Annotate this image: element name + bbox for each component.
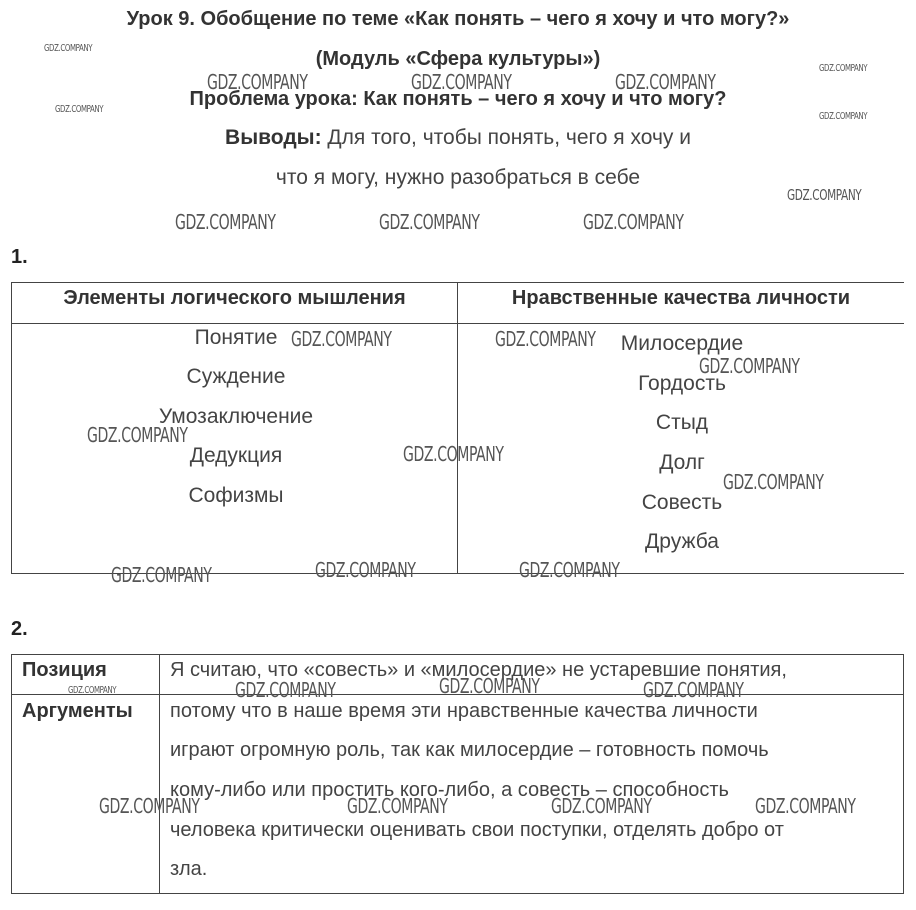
watermark: GDZ.COMPANY (315, 558, 416, 582)
task-2-number: 2. (11, 618, 28, 640)
table-column-divider (457, 283, 458, 573)
logic-item: Умозаключение (158, 405, 314, 428)
watermark: GDZ.COMPANY (699, 354, 800, 378)
conclusions-line-2: что я могу, нужно разобраться в себе (275, 166, 641, 189)
watermark: GDZ.COMPANY (819, 111, 868, 122)
watermark: GDZ.COMPANY (787, 186, 862, 204)
watermark: GDZ.COMPANY (755, 794, 856, 818)
watermark: GDZ.COMPANY (615, 70, 716, 94)
arguments-line: кому-либо или простить кого-либо, а совесть – способность (170, 779, 729, 801)
conclusions-line-1 (0, 126, 916, 150)
position-text: Я считаю, что «совесть» и «милосердие» не устаревшие понятия, (170, 659, 787, 681)
conclusions-label: Выводы: (225, 126, 322, 149)
moral-item: Долг (659, 451, 705, 474)
position-label: Позиция (22, 659, 107, 681)
arguments-line: играют огромную роль, так как милосердие – готовность помочь (170, 739, 769, 761)
watermark: GDZ.COMPANY (111, 563, 212, 587)
watermark: GDZ.COMPANY (551, 794, 652, 818)
conclusions-text-1: Для того, чтобы понять, чего я хочу и (327, 126, 691, 149)
watermark: GDZ.COMPANY (495, 327, 596, 351)
watermark: GDZ.COMPANY (411, 70, 512, 94)
column-header-moral: Нравственные качества личности (511, 287, 851, 309)
watermark: GDZ.COMPANY (819, 63, 868, 74)
moral-item: Гордость (638, 372, 726, 395)
arguments-line: потому что в наше время эти нравственные качества личности (170, 700, 758, 722)
watermark: GDZ.COMPANY (643, 678, 744, 702)
watermark: GDZ.COMPANY (55, 104, 104, 115)
logic-item: Дедукция (189, 444, 283, 467)
watermark: GDZ.COMPANY (379, 210, 480, 234)
watermark: GDZ.COMPANY (235, 678, 336, 702)
watermark: GDZ.COMPANY (583, 210, 684, 234)
moral-item: Дружба (645, 530, 719, 553)
lesson-title: Урок 9. Обобщение по теме «Как понять – чего я хочу и что могу?» (126, 8, 790, 30)
watermark: GDZ.COMPANY (403, 442, 504, 466)
watermark: GDZ.COMPANY (87, 423, 188, 447)
watermark: GDZ.COMPANY (291, 327, 392, 351)
watermark: GDZ.COMPANY (207, 70, 308, 94)
moral-item: Милосердие (620, 332, 744, 355)
table-header-divider (12, 323, 904, 324)
moral-item: Совесть (641, 491, 723, 514)
watermark: GDZ.COMPANY (44, 43, 93, 54)
watermark: GDZ.COMPANY (723, 470, 824, 494)
table-column-divider (159, 655, 160, 893)
watermark: GDZ.COMPANY (519, 558, 620, 582)
moral-item: Стыд (655, 411, 709, 434)
watermark: GDZ.COMPANY (439, 674, 540, 698)
arguments-line: человека критически оценивать свои поступки, отделять добро от (170, 819, 784, 841)
logic-item: Суждение (186, 365, 286, 388)
watermark: GDZ.COMPANY (175, 210, 276, 234)
watermark: GDZ.COMPANY (99, 794, 200, 818)
arguments-line: зла. (170, 858, 208, 880)
column-header-logic: Элементы логического мышления (63, 287, 406, 309)
logic-item: Софизмы (188, 484, 284, 507)
task-1-number: 1. (11, 246, 28, 268)
watermark: GDZ.COMPANY (68, 685, 117, 696)
arguments-label: Аргументы (22, 700, 133, 722)
module-subtitle: (Модуль «Сфера культуры») (315, 48, 601, 70)
logic-item: Понятие (194, 326, 278, 349)
lesson-problem: Проблема урока: Как понять – чего я хочу и что могу? (189, 88, 727, 110)
watermark: GDZ.COMPANY (347, 794, 448, 818)
